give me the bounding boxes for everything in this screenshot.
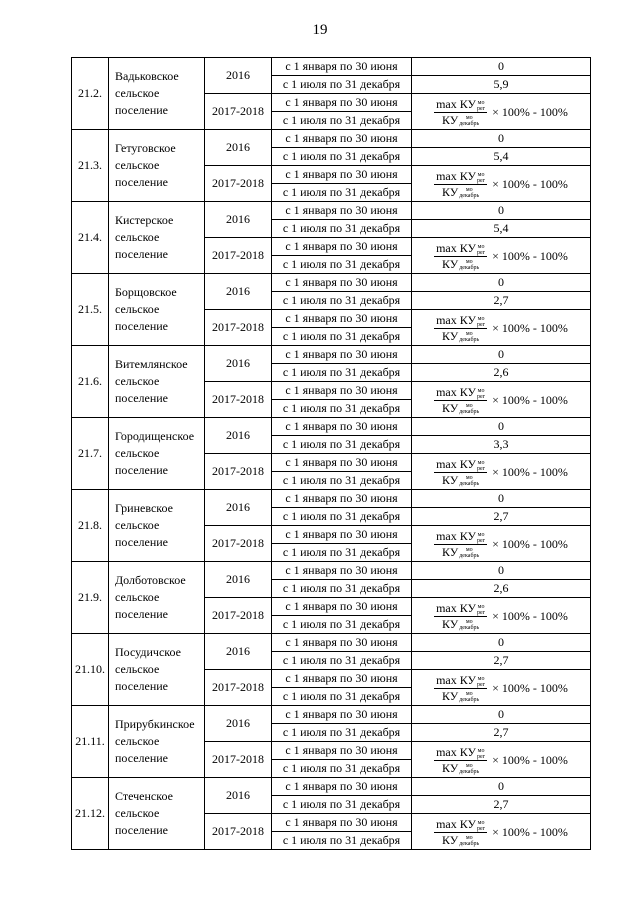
period-cell: с 1 января по 30 июня [272, 562, 412, 580]
item-number: 21.10. [72, 634, 109, 706]
period-cell: с 1 января по 30 июня [272, 238, 412, 256]
fraction-numerator [434, 601, 487, 616]
formula-cell [412, 382, 591, 418]
script-stack [477, 460, 485, 472]
period-cell: с 1 января по 30 июня [272, 58, 412, 76]
superscript: мо [465, 474, 473, 481]
superscript: мо [477, 603, 485, 610]
ku-label: КУ [441, 184, 459, 199]
fraction-numerator [434, 529, 487, 544]
script-stack [477, 532, 485, 544]
subscript: рег [477, 465, 486, 472]
formula-cell [412, 526, 591, 562]
period-cell: с 1 января по 30 июня [272, 814, 412, 832]
ku-label: КУ [441, 328, 459, 343]
value-cell: 2,7 [412, 724, 591, 742]
year-cell: 2016 [205, 418, 272, 454]
formula-cell [412, 454, 591, 490]
fraction-denominator [440, 113, 481, 127]
period-cell: с 1 июля по 31 декабря [272, 112, 412, 130]
fraction-numerator [434, 817, 487, 832]
value-cell: 2,7 [412, 292, 591, 310]
formula-cell [412, 598, 591, 634]
ku-label: КУ [459, 169, 477, 184]
script-stack [477, 820, 485, 832]
fraction [434, 673, 487, 703]
fraction [434, 457, 487, 487]
period-cell: с 1 июля по 31 декабря [272, 328, 412, 346]
value-cell: 2,7 [412, 652, 591, 670]
formula-cell [412, 814, 591, 850]
period-cell: с 1 июля по 31 декабря [272, 724, 412, 742]
formula-cell [412, 94, 591, 130]
table-row [72, 490, 591, 508]
max-label: max [436, 457, 457, 472]
year-cell: 2017-2018 [205, 94, 272, 130]
value-cell: 0 [412, 778, 591, 796]
fraction-denominator [440, 401, 481, 415]
period-cell: с 1 января по 30 июня [272, 346, 412, 364]
formula-tail: × 100% - 100% [492, 536, 568, 551]
ku-label: КУ [441, 832, 459, 847]
fraction [434, 385, 487, 415]
table-row [72, 346, 591, 364]
script-stack [477, 676, 485, 688]
script-stack [459, 259, 479, 271]
script-stack [459, 691, 479, 703]
max-label: max [436, 385, 457, 400]
script-stack [459, 835, 479, 847]
fraction-numerator [434, 457, 487, 472]
formula [434, 601, 568, 631]
superscript: мо [465, 402, 473, 409]
formula-cell [412, 742, 591, 778]
script-stack [459, 115, 479, 127]
year-cell: 2016 [205, 706, 272, 742]
subscript: рег [477, 681, 486, 688]
ku-label: КУ [441, 256, 459, 271]
ku-label: КУ [459, 817, 477, 832]
formula-tail: × 100% - 100% [492, 176, 568, 191]
superscript: мо [465, 330, 473, 337]
item-number: 21.5. [72, 274, 109, 346]
max-label: max [436, 97, 457, 112]
table-row [72, 130, 591, 148]
ku-label: КУ [459, 529, 477, 544]
formula [434, 457, 568, 487]
formula-tail: × 100% - 100% [492, 392, 568, 407]
fraction-numerator [434, 97, 487, 112]
table-row [72, 418, 591, 436]
max-label: max [436, 169, 457, 184]
year-cell: 2016 [205, 346, 272, 382]
fraction [434, 817, 487, 847]
period-cell: с 1 июля по 31 декабря [272, 616, 412, 634]
formula [434, 817, 568, 847]
settlement-name: Гетуговское сельское поселение [109, 130, 205, 202]
script-stack [459, 763, 479, 775]
fraction-denominator [440, 257, 481, 271]
subscript: декабрь [459, 624, 480, 631]
fraction [434, 601, 487, 631]
period-cell: с 1 января по 30 июня [272, 166, 412, 184]
value-cell: 0 [412, 634, 591, 652]
period-cell: с 1 июля по 31 декабря [272, 760, 412, 778]
ku-label: КУ [459, 241, 477, 256]
value-cell: 2,7 [412, 796, 591, 814]
subscript: рег [477, 609, 486, 616]
formula-tail: × 100% - 100% [492, 680, 568, 695]
settlement-name: Кистерское сельское поселение [109, 202, 205, 274]
item-number: 21.11. [72, 706, 109, 778]
subscript: декабрь [459, 120, 480, 127]
value-cell: 0 [412, 274, 591, 292]
superscript: мо [477, 387, 485, 394]
period-cell: с 1 января по 30 июня [272, 418, 412, 436]
period-cell: с 1 января по 30 июня [272, 526, 412, 544]
formula-tail: × 100% - 100% [492, 824, 568, 839]
superscript: мо [465, 546, 473, 553]
value-cell: 3,3 [412, 436, 591, 454]
settlement-name: Городищенское сельское поселение [109, 418, 205, 490]
formula [434, 385, 568, 415]
value-cell: 5,4 [412, 220, 591, 238]
formula [434, 169, 568, 199]
value-cell: 2,6 [412, 364, 591, 382]
formula-cell [412, 310, 591, 346]
script-stack [459, 187, 479, 199]
fraction-numerator [434, 313, 487, 328]
script-stack [477, 244, 485, 256]
ku-label: КУ [459, 457, 477, 472]
fraction-denominator [440, 185, 481, 199]
value-cell: 0 [412, 346, 591, 364]
period-cell: с 1 января по 30 июня [272, 634, 412, 652]
ku-label: КУ [441, 760, 459, 775]
year-cell: 2016 [205, 490, 272, 526]
script-stack [459, 475, 479, 487]
subscript: декабрь [459, 408, 480, 415]
subscript: декабрь [459, 192, 480, 199]
period-cell: с 1 января по 30 июня [272, 130, 412, 148]
value-cell: 0 [412, 130, 591, 148]
settlement-name: Посудичское сельское поселение [109, 634, 205, 706]
year-cell: 2017-2018 [205, 310, 272, 346]
superscript: мо [477, 243, 485, 250]
period-cell: с 1 июля по 31 декабря [272, 364, 412, 382]
year-cell: 2017-2018 [205, 526, 272, 562]
formula-tail: × 100% - 100% [492, 320, 568, 335]
period-cell: с 1 января по 30 июня [272, 742, 412, 760]
fraction-denominator [440, 617, 481, 631]
subscript: рег [477, 249, 486, 256]
fraction-denominator [440, 833, 481, 847]
formula-tail: × 100% - 100% [492, 104, 568, 119]
period-cell: с 1 июля по 31 декабря [272, 76, 412, 94]
script-stack [477, 100, 485, 112]
period-cell: с 1 июля по 31 декабря [272, 184, 412, 202]
formula-tail: × 100% - 100% [492, 608, 568, 623]
max-label: max [436, 745, 457, 760]
superscript: мо [465, 618, 473, 625]
period-cell: с 1 июля по 31 декабря [272, 256, 412, 274]
superscript: мо [477, 747, 485, 754]
superscript: мо [465, 762, 473, 769]
year-cell: 2017-2018 [205, 454, 272, 490]
formula-cell [412, 670, 591, 706]
period-cell: с 1 июля по 31 декабря [272, 436, 412, 454]
page-number: 19 [312, 22, 328, 38]
ku-label: КУ [441, 688, 459, 703]
value-cell: 0 [412, 490, 591, 508]
superscript: мо [465, 690, 473, 697]
formula-cell [412, 166, 591, 202]
subscript: декабрь [459, 768, 480, 775]
period-cell: с 1 января по 30 июня [272, 490, 412, 508]
subscript: декабрь [459, 336, 480, 343]
superscript: мо [465, 258, 473, 265]
ku-label: КУ [441, 544, 459, 559]
fraction-denominator [440, 761, 481, 775]
subscript: декабрь [459, 480, 480, 487]
table-row [72, 202, 591, 220]
ku-label: КУ [459, 385, 477, 400]
settlement-name: Борщовское сельское поселение [109, 274, 205, 346]
ku-label: КУ [441, 400, 459, 415]
superscript: мо [477, 99, 485, 106]
settlement-name: Стеченское сельское поселение [109, 778, 205, 850]
ku-label: КУ [459, 97, 477, 112]
table-row [72, 778, 591, 796]
item-number: 21.2. [72, 58, 109, 130]
superscript: мо [477, 675, 485, 682]
fraction-numerator [434, 169, 487, 184]
year-cell: 2016 [205, 274, 272, 310]
script-stack [477, 748, 485, 760]
period-cell: с 1 января по 30 июня [272, 202, 412, 220]
fraction-numerator [434, 673, 487, 688]
year-cell: 2016 [205, 634, 272, 670]
period-cell: с 1 июля по 31 декабря [272, 544, 412, 562]
max-label: max [436, 529, 457, 544]
superscript: мо [465, 834, 473, 841]
period-cell: с 1 июля по 31 декабря [272, 148, 412, 166]
ku-label: КУ [459, 313, 477, 328]
table-row [72, 58, 591, 76]
year-cell: 2016 [205, 58, 272, 94]
year-cell: 2017-2018 [205, 382, 272, 418]
settlement-name: Прирубкинское сельское поселение [109, 706, 205, 778]
period-cell: с 1 января по 30 июня [272, 778, 412, 796]
year-cell: 2016 [205, 778, 272, 814]
year-cell: 2017-2018 [205, 742, 272, 778]
period-cell: с 1 июля по 31 декабря [272, 688, 412, 706]
period-cell: с 1 июля по 31 декабря [272, 508, 412, 526]
subscript: рег [477, 177, 486, 184]
subscript: декабрь [459, 264, 480, 271]
period-cell: с 1 января по 30 июня [272, 598, 412, 616]
table-row [72, 562, 591, 580]
year-cell: 2017-2018 [205, 598, 272, 634]
year-cell: 2017-2018 [205, 670, 272, 706]
period-cell: с 1 июля по 31 декабря [272, 472, 412, 490]
formula-tail: × 100% - 100% [492, 752, 568, 767]
subscript: декабрь [459, 696, 480, 703]
item-number: 21.3. [72, 130, 109, 202]
formula [434, 529, 568, 559]
script-stack [459, 403, 479, 415]
script-stack [459, 619, 479, 631]
settlement-name: Витемлянское сельское поселение [109, 346, 205, 418]
fraction-numerator [434, 385, 487, 400]
table-row [72, 634, 591, 652]
value-cell: 2,6 [412, 580, 591, 598]
script-stack [459, 331, 479, 343]
max-label: max [436, 601, 457, 616]
ku-label: КУ [459, 745, 477, 760]
year-cell: 2016 [205, 130, 272, 166]
period-cell: с 1 января по 30 июня [272, 706, 412, 724]
max-label: max [436, 241, 457, 256]
subscript: рег [477, 825, 486, 832]
item-number: 21.4. [72, 202, 109, 274]
script-stack [477, 388, 485, 400]
fraction-denominator [440, 329, 481, 343]
fraction-denominator [440, 545, 481, 559]
ku-label: КУ [459, 673, 477, 688]
period-cell: с 1 января по 30 июня [272, 94, 412, 112]
period-cell: с 1 июля по 31 декабря [272, 400, 412, 418]
formula [434, 313, 568, 343]
formula [434, 673, 568, 703]
formula [434, 745, 568, 775]
period-cell: с 1 января по 30 июня [272, 670, 412, 688]
tariff-table [71, 57, 591, 850]
fraction-numerator [434, 745, 487, 760]
period-cell: с 1 января по 30 июня [272, 274, 412, 292]
settlement-name: Долботовское сельское поселение [109, 562, 205, 634]
fraction [434, 529, 487, 559]
superscript: мо [477, 819, 485, 826]
superscript: мо [465, 186, 473, 193]
superscript: мо [477, 315, 485, 322]
settlement-name: Вадьковское сельское поселение [109, 58, 205, 130]
max-label: max [436, 673, 457, 688]
formula [434, 241, 568, 271]
year-cell: 2016 [205, 202, 272, 238]
period-cell: с 1 июля по 31 декабря [272, 832, 412, 850]
value-cell: 0 [412, 562, 591, 580]
subscript: рег [477, 753, 486, 760]
value-cell: 5,4 [412, 148, 591, 166]
period-cell: с 1 июля по 31 декабря [272, 796, 412, 814]
subscript: декабрь [459, 552, 480, 559]
year-cell: 2016 [205, 562, 272, 598]
formula-tail: × 100% - 100% [492, 248, 568, 263]
script-stack [477, 172, 485, 184]
settlement-name: Гриневское сельское поселение [109, 490, 205, 562]
max-label: max [436, 313, 457, 328]
item-number: 21.6. [72, 346, 109, 418]
item-number: 21.12. [72, 778, 109, 850]
superscript: мо [477, 531, 485, 538]
fraction-denominator [440, 473, 481, 487]
period-cell: с 1 июля по 31 декабря [272, 292, 412, 310]
year-cell: 2017-2018 [205, 238, 272, 274]
formula [434, 97, 568, 127]
table-row [72, 274, 591, 292]
value-cell: 0 [412, 706, 591, 724]
period-cell: с 1 января по 30 июня [272, 454, 412, 472]
item-number: 21.9. [72, 562, 109, 634]
script-stack [477, 604, 485, 616]
year-cell: 2017-2018 [205, 814, 272, 850]
period-cell: с 1 января по 30 июня [272, 382, 412, 400]
fraction [434, 169, 487, 199]
script-stack [477, 316, 485, 328]
subscript: рег [477, 537, 486, 544]
item-number: 21.8. [72, 490, 109, 562]
period-cell: с 1 января по 30 июня [272, 310, 412, 328]
year-cell: 2017-2018 [205, 166, 272, 202]
value-cell: 2,7 [412, 508, 591, 526]
period-cell: с 1 июля по 31 декабря [272, 580, 412, 598]
script-stack [459, 547, 479, 559]
fraction [434, 97, 487, 127]
value-cell: 0 [412, 58, 591, 76]
superscript: мо [477, 459, 485, 466]
formula-tail: × 100% - 100% [492, 464, 568, 479]
value-cell: 0 [412, 418, 591, 436]
fraction [434, 241, 487, 271]
period-cell: с 1 июля по 31 декабря [272, 652, 412, 670]
fraction [434, 745, 487, 775]
fraction-denominator [440, 689, 481, 703]
table-row [72, 706, 591, 724]
superscript: мо [477, 171, 485, 178]
subscript: рег [477, 321, 486, 328]
formula-cell [412, 238, 591, 274]
superscript: мо [465, 114, 473, 121]
ku-label: КУ [441, 472, 459, 487]
period-cell: с 1 июля по 31 декабря [272, 220, 412, 238]
subscript: декабрь [459, 840, 480, 847]
subscript: рег [477, 393, 486, 400]
value-cell: 0 [412, 202, 591, 220]
item-number: 21.7. [72, 418, 109, 490]
fraction [434, 313, 487, 343]
ku-label: КУ [441, 112, 459, 127]
ku-label: КУ [441, 616, 459, 631]
subscript: рег [477, 105, 486, 112]
ku-label: КУ [459, 601, 477, 616]
value-cell: 5,9 [412, 76, 591, 94]
max-label: max [436, 817, 457, 832]
fraction-numerator [434, 241, 487, 256]
